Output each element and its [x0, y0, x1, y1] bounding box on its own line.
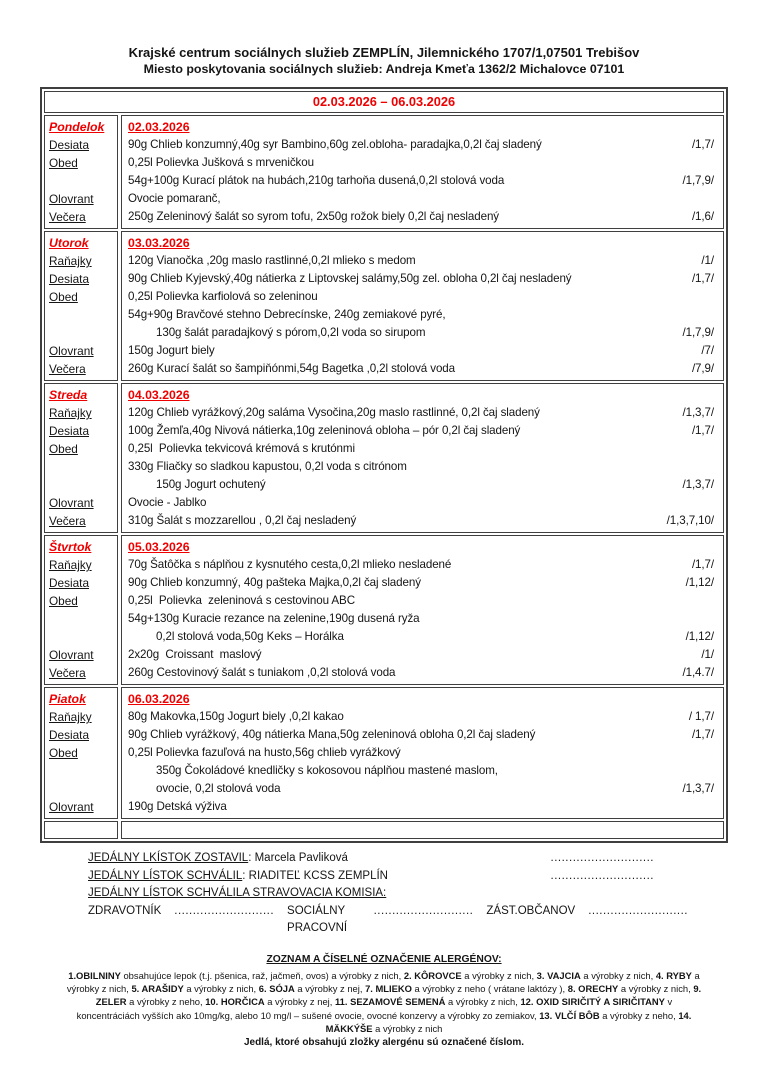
day-name-line — [49, 118, 117, 136]
menu-row — [128, 172, 714, 190]
meal-label — [49, 360, 117, 378]
allergen-code: /1,12/ — [685, 630, 714, 643]
meal-label-text: Raňajky — [49, 254, 92, 268]
service-location-subtitle: Miesto poskytovania sociálnych služieb: Andreja Kmeťa 1362/2 Michalovce 07101 — [143, 62, 625, 76]
allergen-code: /1,3,7/ — [682, 406, 714, 419]
meal-label-text: Olovrant — [49, 344, 94, 358]
signature-line: ........................... — [373, 904, 474, 917]
allergen-list-body: 1.OBILNINY obsahujúce lepok (t.j. pšenica, raž, jačmeň, ovos) a výrobky z nich, 2. KÔROVCE a výrobky z nich, 3. VAJCIA a výrobky z nich, 4. RYBY a výrobky z nich, 5. ARAŠIDY a výrobky z nich, 6. SÓJA a výrobky z nej, 7. MLIEKO a výrobky z neho ( vrátane laktózy ), 8. ORECHY a výrobky z nich, 9. ZELER a výrobky z neho, 10. HORČICA a výrobky z nej, 11. SEZAMOVÉ SEMENÁ a výrobky z nich, 12. OXID SIRIČITÝ A SIRIČITANY v koncentráciách vyšších ako 10mg/kg, alebo 10 mg/l – sušené ovocie, ovocné konzervy a výrobky zo zemiakov, 13. VLČÍ BÔB a výrobky z neho, 14. MÄKKÝŠE a výrobky z nich — [66, 969, 702, 1035]
day-date-line — [128, 690, 714, 708]
meal-text: Ovocie pomaranč, — [128, 192, 221, 205]
day-date: 03.03.2026 — [128, 236, 190, 250]
empty-right-cell — [121, 821, 724, 839]
meal-label — [49, 288, 117, 306]
meal-label — [49, 726, 117, 744]
meal-label-text: Raňajky — [49, 558, 92, 572]
weekly-menu-table — [40, 87, 728, 843]
meal-text: 190g Detská výživa — [128, 800, 227, 813]
committee-role: ZÁST.OBČANOV — [486, 904, 576, 917]
meal-text: 0,2l stolová voda,50g Keks – Horálka — [156, 630, 344, 643]
menu-row — [128, 288, 714, 306]
meal-label — [49, 494, 117, 512]
menu-row — [128, 664, 714, 682]
meal-text: 0,25l Polievka zeleninová s cestovinou ABC — [128, 594, 355, 607]
menu-row — [128, 404, 714, 422]
meal-label — [49, 592, 117, 610]
meal-label-spacer — [49, 762, 117, 780]
meal-label-text: Obed — [49, 156, 78, 170]
sig-label: JEDÁLNY LÍSTOK SCHVÁLILA STRAVOVACIA KOMISIA: — [88, 887, 387, 899]
allergen-note: Jedlá, ktoré obsahujú zložky alergénu sú označené číslom. — [243, 1036, 525, 1048]
meal-label-text: Olovrant — [49, 800, 94, 814]
allergen-code: /1,7/ — [691, 424, 714, 437]
menu-row — [128, 190, 714, 208]
day-section — [44, 231, 724, 381]
meal-text: 260g Kurací šalát so šampiňónmi,54g Bagetka ,0,2l stolová voda — [128, 362, 456, 375]
meal-label-text: Večera — [49, 514, 86, 528]
meal-text: 54g+90g Bravčové stehno Debrecínske, 240g zemiakové pyré, — [128, 308, 446, 321]
menu-row — [128, 646, 714, 664]
menu-row — [128, 342, 714, 360]
menu-row — [128, 136, 714, 154]
sig-row-zostavil — [88, 850, 654, 868]
meal-text: 150g Jogurt ochutený — [156, 478, 266, 491]
day-name-line — [49, 538, 117, 556]
meal-label — [49, 208, 117, 226]
meal-label — [49, 154, 117, 172]
meal-text: 90g Chlieb konzumný,40g syr Bambino,60g zel.obloha- paradajka,0,2l čaj sladený — [128, 138, 542, 151]
meal-text: ovocie, 0,2l stolová voda — [156, 782, 281, 795]
allergen-code: /1/ — [701, 254, 714, 267]
day-name-line — [49, 234, 117, 252]
meal-label-spacer — [49, 610, 117, 628]
allergen-section — [40, 953, 728, 1050]
allergen-code: /1/ — [701, 648, 714, 661]
allergen-code: /1,7/ — [691, 728, 714, 741]
day-name: Piatok — [49, 692, 86, 706]
day-date-line — [128, 538, 714, 556]
meal-text: 54g+130g Kuracie rezance na zelenine,190g dusená ryža — [128, 612, 420, 625]
meal-label — [49, 646, 117, 664]
meal-label-spacer — [49, 172, 117, 190]
day-label-column — [44, 535, 118, 685]
menu-row — [128, 556, 714, 574]
meal-label — [49, 342, 117, 360]
meal-text: 250g Zeleninový šalát so syrom tofu, 2x50g rožok biely 0,2l čaj nesladený — [128, 210, 499, 223]
meal-label-text: Olovrant — [49, 496, 94, 510]
meal-label — [49, 744, 117, 762]
meal-text: 54g+100g Kurací plátok na hubách,210g tarhoňa dusená,0,2l stolová voda — [128, 174, 505, 187]
day-section — [44, 687, 724, 819]
meal-label — [49, 664, 117, 682]
meal-text: 120g Chlieb vyrážkový,20g saláma Vysočina,20g maslo rastlinné, 0,2l čaj sladený — [128, 406, 540, 419]
menu-row — [128, 628, 714, 646]
meal-label-text: Obed — [49, 290, 78, 304]
meal-text: 100g Žemľa,40g Nivová nátierka,10g zeleninová obloha – pór 0,2l čaj sladený — [128, 424, 521, 437]
signature-line: ............................ — [550, 852, 654, 864]
committee-role: ZDRAVOTNÍK — [88, 904, 162, 917]
day-label-column — [44, 383, 118, 533]
meal-label-text: Obed — [49, 442, 78, 456]
meal-label-text: Desiata — [49, 424, 89, 438]
day-section — [44, 383, 724, 533]
sig-value: : RIADITEĽ KCSS ZEMPLÍN — [242, 869, 388, 882]
meal-label-text: Olovrant — [49, 648, 94, 662]
day-menu-column — [121, 231, 724, 381]
signature-line: ........................... — [174, 904, 275, 917]
meal-label — [49, 252, 117, 270]
allergen-code: /7,9/ — [691, 362, 714, 375]
signature-line: ............................ — [550, 869, 654, 882]
meal-label-spacer — [49, 628, 117, 646]
day-name-line — [49, 690, 117, 708]
empty-row — [44, 821, 724, 839]
meal-text: 0,25l Polievka karfiolová so zeleninou — [128, 290, 318, 303]
menu-row — [128, 574, 714, 592]
meal-text: 2x20g Croissant maslový — [128, 648, 262, 661]
day-date: 02.03.2026 — [128, 120, 190, 134]
day-name: Pondelok — [49, 120, 105, 134]
meal-label-spacer — [49, 324, 117, 342]
sig-row-schvalil — [88, 868, 654, 886]
meal-text: 70g Šatôčka s náplňou z kysnutého cesta,0,2l mlieko nesladené — [128, 558, 452, 571]
menu-row — [128, 306, 714, 324]
menu-row — [128, 208, 714, 226]
meal-label-spacer — [49, 458, 117, 476]
menu-row — [128, 610, 714, 628]
week-range-header: 02.03.2026 – 06.03.2026 — [44, 91, 724, 113]
allergen-code: /7/ — [701, 344, 714, 357]
meal-text: 310g Šalát s mozzarellou , 0,2l čaj nesladený — [128, 514, 357, 527]
sig-row-komisia-members — [88, 903, 688, 938]
allergen-code: /1,3,7/ — [682, 478, 714, 491]
meal-text: 90g Chlieb vyrážkový, 40g nátierka Mana,50g zeleninová obloha 0,2l čaj sladený — [128, 728, 536, 741]
day-label-column — [44, 115, 118, 229]
meal-text: 120g Vianočka ,20g maslo rastlinné,0,2l mlieko s medom — [128, 254, 416, 267]
meal-label — [49, 422, 117, 440]
day-date-line — [128, 234, 714, 252]
sig-text — [88, 850, 348, 868]
meal-label-text: Desiata — [49, 576, 89, 590]
day-name: Streda — [49, 388, 88, 402]
allergen-code: /1,7/ — [691, 138, 714, 151]
meal-text: 350g Čokoládové knedličky s kokosovou náplňou mastené maslom, — [156, 764, 498, 777]
allergen-list-title: ZOZNAM A ČÍSELNÉ OZNAČENIE ALERGÉNOV: — [266, 953, 502, 965]
menu-row — [128, 252, 714, 270]
menu-row — [128, 708, 714, 726]
menu-row — [128, 154, 714, 172]
meal-label-text: Obed — [49, 594, 78, 608]
empty-left-cell — [44, 821, 118, 839]
day-name: Utorok — [49, 236, 89, 250]
day-menu-column — [121, 115, 724, 229]
day-section — [44, 115, 724, 229]
meal-text: 90g Chlieb Kyjevský,40g nátierka z Liptovskej salámy,50g zel. obloha 0,2l čaj nesladený — [128, 272, 572, 285]
meal-label — [49, 708, 117, 726]
meal-label-spacer — [49, 780, 117, 798]
menu-row — [128, 476, 714, 494]
sig-text — [88, 868, 388, 886]
allergen-code: /1,6/ — [691, 210, 714, 223]
meal-label — [49, 798, 117, 816]
menu-row — [128, 324, 714, 342]
meal-text: 0,25l Polievka fazuľová na husto,56g chlieb vyrážkový — [128, 746, 401, 759]
meal-label-text: Desiata — [49, 272, 89, 286]
day-label-column — [44, 687, 118, 819]
day-section — [44, 535, 724, 685]
menu-row — [128, 726, 714, 744]
allergen-code: /1,7/ — [691, 272, 714, 285]
organization-title: Krajské centrum sociálnych služieb ZEMPLÍN, Jilemnického 1707/1,07501 Trebišov — [128, 45, 640, 60]
allergen-code: /1,4.7/ — [682, 666, 714, 679]
day-date: 04.03.2026 — [128, 388, 190, 402]
meal-label — [49, 574, 117, 592]
meal-label — [49, 440, 117, 458]
meal-text: Ovocie - Jablko — [128, 496, 207, 509]
meal-label — [49, 270, 117, 288]
menu-row — [128, 458, 714, 476]
allergen-code: /1,7,9/ — [682, 326, 714, 339]
meal-label — [49, 404, 117, 422]
meal-label-spacer — [49, 476, 117, 494]
menu-days — [44, 115, 724, 819]
day-menu-column — [121, 383, 724, 533]
meal-text: 260g Cestovinový šalát s tuniakom ,0,2l stolová voda — [128, 666, 396, 679]
meal-label-text: Desiata — [49, 138, 89, 152]
meal-label-text: Olovrant — [49, 192, 94, 206]
meal-text: 90g Chlieb konzumný, 40g pašteka Majka,0,2l čaj sladený — [128, 576, 421, 589]
sig-value: : Marcela Pavliková — [248, 852, 348, 864]
menu-row — [128, 360, 714, 378]
menu-row — [128, 744, 714, 762]
allergen-code: / 1,7/ — [688, 710, 714, 723]
allergen-code: /1,12/ — [685, 576, 714, 589]
menu-row — [128, 270, 714, 288]
allergen-code: /1,3,7,10/ — [666, 514, 714, 527]
menu-row — [128, 422, 714, 440]
menu-row — [128, 798, 714, 816]
signature-block — [40, 843, 728, 938]
meal-label-text: Večera — [49, 210, 86, 224]
meal-label — [49, 512, 117, 530]
meal-text: 0,25l Polievka Jušková s mrveničkou — [128, 156, 314, 169]
meal-text: 330g Fliačky so sladkou kapustou, 0,2l voda s citrónom — [128, 460, 407, 473]
meal-text: 130g šalát paradajkový s pórom,0,2l voda so sirupom — [156, 326, 426, 339]
day-label-column — [44, 231, 118, 381]
menu-row — [128, 512, 714, 530]
day-name: Štvrtok — [49, 540, 92, 554]
day-date: 05.03.2026 — [128, 540, 190, 554]
meal-label — [49, 190, 117, 208]
committee-role: SOCIÁLNY PRACOVNÍ — [287, 904, 348, 934]
allergen-code: /1,7/ — [691, 558, 714, 571]
meal-label — [49, 136, 117, 154]
meal-text: 0,25l Polievka tekvicová krémová s krutónmi — [128, 442, 355, 455]
menu-row — [128, 592, 714, 610]
menu-row — [128, 494, 714, 512]
menu-row — [128, 762, 714, 780]
day-menu-column — [121, 535, 724, 685]
day-menu-column — [121, 687, 724, 819]
meal-label-text: Večera — [49, 362, 86, 376]
allergen-code: /1,3,7/ — [682, 782, 714, 795]
day-date-line — [128, 118, 714, 136]
sig-label: JEDÁLNY LÍSTOK SCHVÁLIL — [88, 869, 243, 882]
sig-row-komisia — [88, 885, 654, 903]
meal-text: 150g Jogurt biely — [128, 344, 215, 357]
meal-label-spacer — [49, 306, 117, 324]
allergen-code: /1,7,9/ — [682, 174, 714, 187]
meal-text: 80g Makovka,150g Jogurt biely ,0,2l kakao — [128, 710, 344, 723]
meal-label-text: Raňajky — [49, 710, 92, 724]
meal-label-text: Večera — [49, 666, 86, 680]
meal-label-text: Obed — [49, 746, 78, 760]
day-date-line — [128, 386, 714, 404]
sig-label: JEDÁLNY LKÍSTOK ZOSTAVIL — [88, 852, 249, 864]
meal-label-text: Desiata — [49, 728, 89, 742]
meal-label — [49, 556, 117, 574]
menu-row — [128, 440, 714, 458]
day-name-line — [49, 386, 117, 404]
signature-line: ........................... — [588, 904, 688, 917]
menu-row — [128, 780, 714, 798]
day-date: 06.03.2026 — [128, 692, 190, 706]
meal-label-text: Raňajky — [49, 406, 92, 420]
